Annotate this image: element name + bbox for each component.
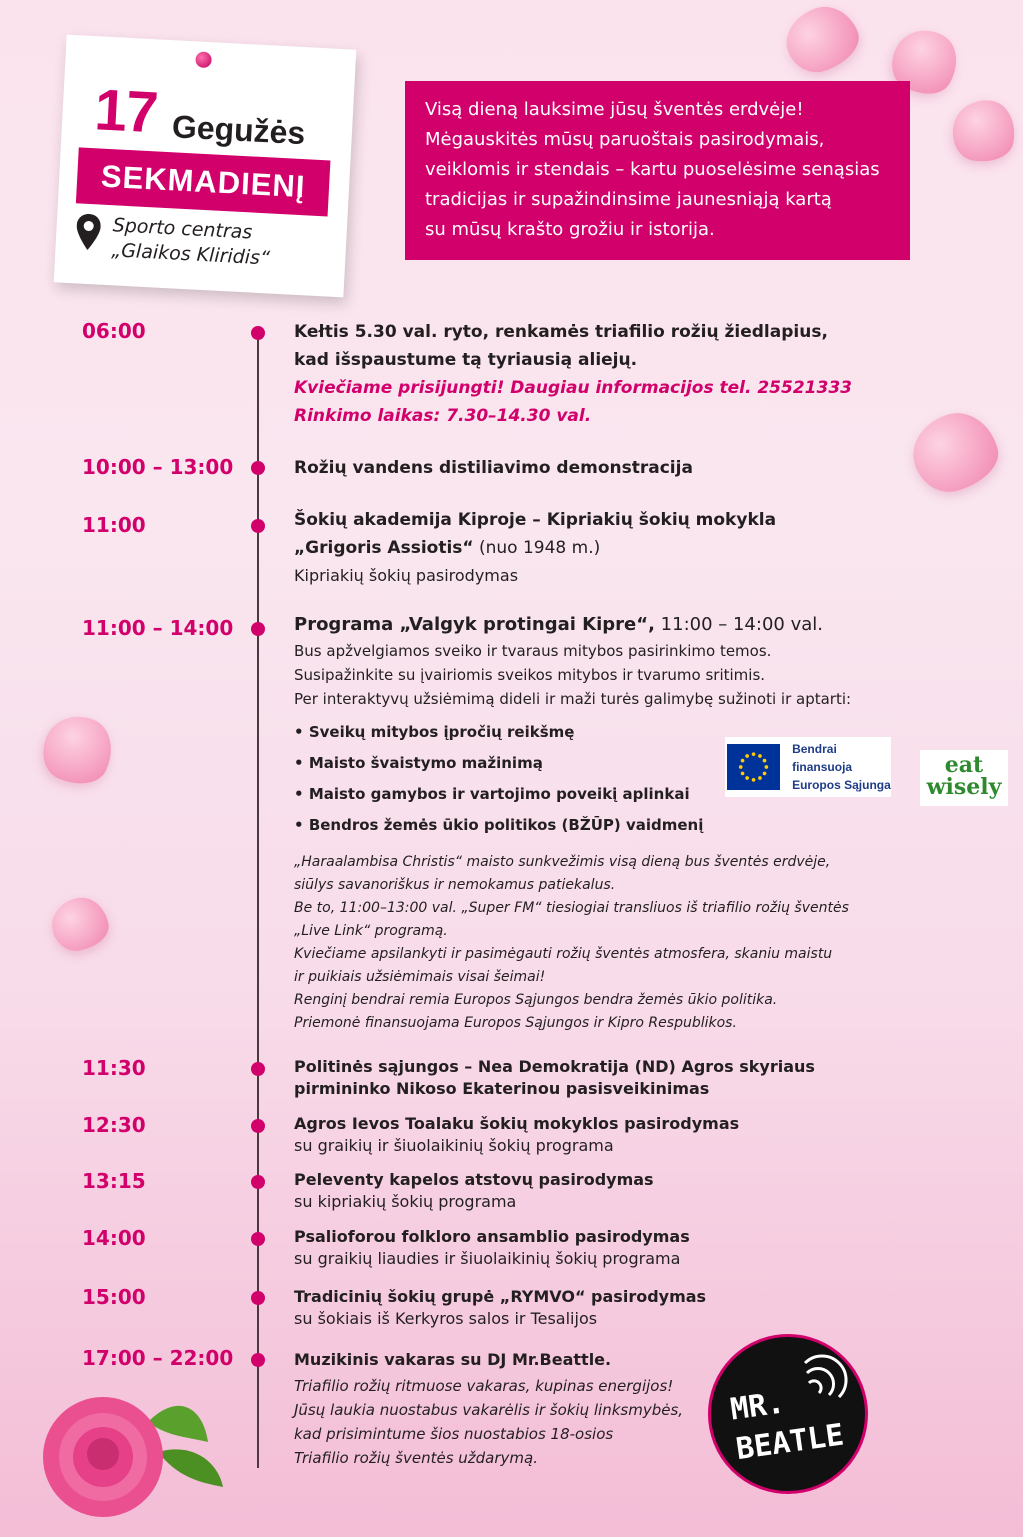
schedule-time: 11:00 – 14:00 [82,616,234,640]
schedule-line: kad išspaustume tą tyriausią aliejų. [294,350,638,370]
schedule-time: 11:30 [82,1056,146,1080]
eu-logo-text: Europos Sąjunga [792,778,891,792]
schedule-line: Triafilio rožių ritmuose vakaras, kupinas energijos! [294,1377,674,1395]
intro-line: tradicijas ir supažindinsime jaunesniąją kartą [425,189,832,210]
program-title: Programa „Valgyk protingai Kipre“, [294,614,655,635]
schedule-line: su šokiais iš Kerkyros salos ir Tesalijos [294,1309,598,1328]
schedule-item [294,1056,894,1100]
timeline-dot [251,1062,265,1076]
schedule-line: Kviečiame prisijungti! Daugiau informacijos tel. 25521333 [294,378,852,398]
rose-petal [33,705,123,795]
rose-petal [948,95,1020,167]
program-bullet: • Sveikų mitybos įpročių reikšmę [294,717,894,748]
program-note: „Live Link“ programą. [294,923,448,939]
schedule-line: Kipriakių šokių pasirodymas [294,566,519,585]
schedule-line: Peleventy kapelos atstovų pasirodymas [294,1170,654,1189]
program-text: Per interaktyvų užsiėmimą dideli ir maži turės galimybę sužinoti ir aptarti: [294,690,852,708]
eu-logo-text: Bendrai finansuoja [792,742,853,774]
schedule-line: Psalioforou folkloro ansamblio pasirodymas [294,1227,690,1246]
program-note: Be to, 11:00–13:00 val. „Super FM“ tiesiogiai transliuos iš triafilio rožių šventės [294,900,849,916]
program-bullet: • Maisto gamybos ir vartojimo poveikį aplinkai [294,779,894,810]
schedule-line: Agros Ievos Toalaku šokių mokyklos pasirodymas [294,1114,740,1133]
event-day: 17 [93,77,159,146]
schedule-item [294,1226,894,1270]
schedule-time: 06:00 [82,319,146,343]
timeline-dot [251,1232,265,1246]
location-pin-icon [75,213,101,250]
pin-icon [195,51,212,68]
event-month: Gegužės [171,108,307,152]
schedule-time: 12:30 [82,1113,146,1137]
timeline-dot [251,622,265,636]
timeline-dot [251,326,265,340]
location-line: „Glaikos Kliridis“ [110,239,271,270]
schedule-item [294,318,894,430]
schedule-time: 15:00 [82,1285,146,1309]
schedule-item [294,1286,894,1330]
schedule-line: pirmininko Nikoso Ekaterinou pasisveikinimas [294,1079,710,1098]
program-bullet: • Bendros žemės ūkio politikos (BŽŪP) vaidmenį [294,810,894,841]
schedule-line: su kipriakių šokių programa [294,1192,517,1211]
rose-petal [48,894,112,955]
program-note: „Haraalambisa Christis“ maisto sunkvežimis visą dieną bus šventės erdvėje, [294,854,831,870]
schedule-time: 14:00 [82,1226,146,1250]
eat-wisely-logo [920,750,1008,806]
program-note: siūlys savanoriškus ir nemokamus patiekalus. [294,877,616,893]
eat-logo-text: wisely [926,774,1002,800]
eat-logo-text: eat [944,752,984,778]
schedule-line: (nuo 1948 m.) [473,538,601,558]
schedule-time: 11:00 [82,513,146,537]
schedule-item [294,1169,894,1213]
schedule-time: 10:00 – 13:00 [82,455,234,479]
schedule-line: „Grigoris Assiotis“ [294,538,474,558]
schedule-item [294,454,894,482]
program-note: Kviečiame apsilankyti ir pasimėgauti rožių šventės atmosfera, skaniu maistu [294,946,833,962]
schedule-line: Rožių vandens distiliavimo demonstracija [294,458,693,478]
schedule-item [294,506,894,590]
eu-flag-icon [727,744,780,790]
intro-line: veiklomis ir stendais – kartu puoselėsime senąsias [425,159,880,180]
intro-line: Visą dieną lauksime jūsų šventės erdvėje! [425,99,804,120]
schedule-line: su graikių liaudies ir šiuolaikinių šokių programa [294,1249,681,1268]
beatle-logo-text: BEATLE [733,1417,846,1468]
schedule-line: Tradicinių šokių grupė „RYMVO“ pasirodymas [294,1287,707,1306]
program-note: ir puikiais užsiėmimais visai šeimai! [294,969,546,985]
event-weekday: SEKMADIENĮ [76,147,331,216]
schedule-time: 17:00 – 22:00 [82,1346,234,1370]
eu-cofunding-logo [725,737,891,797]
program-time: 11:00 – 14:00 val. [654,614,823,635]
timeline-dot [251,1119,265,1133]
timeline-dot [251,519,265,533]
intro-box [405,81,910,260]
intro-line: Mėgauskitės mūsų paruoštais pasirodymais, [425,129,825,150]
schedule-line: Jūsų laukia nuostabus vakarėlis ir šokių linksmybės, [294,1401,684,1419]
schedule-item [294,611,894,1035]
rose-flower-icon [28,1382,228,1522]
timeline-dot [251,461,265,475]
schedule-line: Šokių akademija Kiproje – Kipriakių šokių mokykla [294,510,777,530]
program-note: Priemonė finansuojama Europos Sąjungos ir Kipro Respublikos. [294,1015,737,1031]
event-location [111,213,272,271]
beatle-logo-text: MR. [728,1385,787,1428]
intro-line: su mūsų krašto grožiu ir istorija. [425,219,715,240]
program-bullet: • Maisto švaistymo mažinimą [294,748,894,779]
schedule-line: su graikių ir šiuolaikinių šokių programa [294,1136,614,1155]
mr-beatle-logo [708,1334,868,1494]
program-note: Renginį bendrai remia Europos Sąjungos bendra žemės ūkio politika. [294,992,778,1008]
schedule-line: Kełtis 5.30 val. ryto, renkamės triafilio rožių žiedlapius, [294,322,828,342]
schedule-line: Politinės sąjungos – Nea Demokratija (ND) Agros skyriaus [294,1057,815,1076]
schedule-line: kad prisimintume šios nuostabios 18-osios [294,1425,614,1443]
schedule-time: 13:15 [82,1169,146,1193]
schedule-line: Rinkimo laikas: 7.30–14.30 val. [294,406,592,426]
program-text: Bus apžvelgiamos sveiko ir tvaraus mitybos pasirinkimo temos. [294,642,772,660]
timeline-dot [251,1353,265,1367]
rose-petal [778,0,867,80]
rose-petal [905,404,1006,499]
program-text: Susipažinkite su įvairiomis sveikos mitybos ir tvarumo sritimis. [294,666,766,684]
schedule-line: Muzikinis vakaras su DJ Mr.Beattle. [294,1350,612,1369]
location-line: Sporto centras [112,214,253,244]
timeline-dot [251,1291,265,1305]
schedule-item [294,1113,894,1157]
schedule-line: Triafilio rožių šventės uždarymą. [294,1449,538,1467]
timeline-dot [251,1175,265,1189]
date-card [54,35,357,298]
